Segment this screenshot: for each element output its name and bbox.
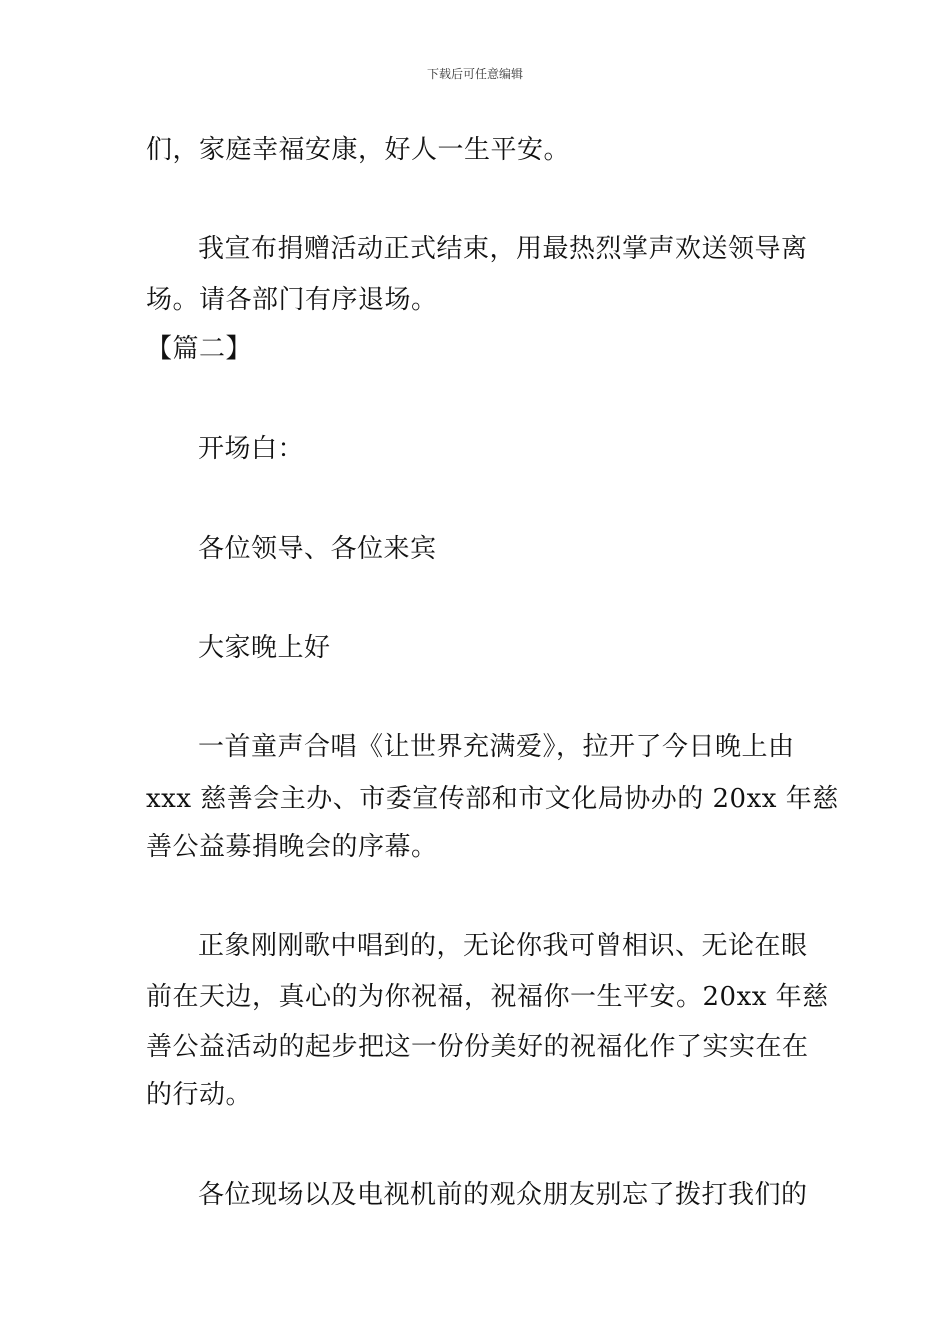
text-line: 各位领导、各位来宾 — [198, 534, 437, 564]
text-line: 开场白： — [198, 434, 305, 464]
text-line: 场。请各部门有序退场。 — [146, 285, 438, 315]
text-line: 大家晚上好 — [198, 633, 331, 663]
text-line: 我宣布捐赠活动正式结束，用最热烈掌声欢送领导离 — [198, 234, 808, 264]
text-line: 各位现场以及电视机前的观众朋友别忘了拨打我们的 — [198, 1180, 808, 1210]
text-line: 的行动。 — [146, 1080, 253, 1110]
text-line: 一首童声合唱《让世界充满爱》，拉开了今日晚上由 — [198, 732, 795, 762]
section-heading: 【篇二】 — [146, 334, 253, 364]
text-line: 善公益募捐晚会的序幕。 — [146, 832, 438, 862]
text-line: 善公益活动的起步把这一份份美好的祝福化作了实实在在 — [146, 1032, 809, 1062]
text-line: 前在天边，真心的为你祝福，祝福你一生平安。20xx 年慈 — [146, 982, 829, 1012]
text-line: 正象刚刚歌中唱到的，无论你我可曾相识、无论在眼 — [198, 931, 808, 961]
text-line: 们，家庭幸福安康，好人一生平安。 — [146, 135, 571, 165]
page-header: 下载后可任意编辑 — [426, 67, 523, 81]
text-line: xxx 慈善会主办、市委宣传部和市文化局协办的 20xx 年慈 — [146, 784, 839, 814]
